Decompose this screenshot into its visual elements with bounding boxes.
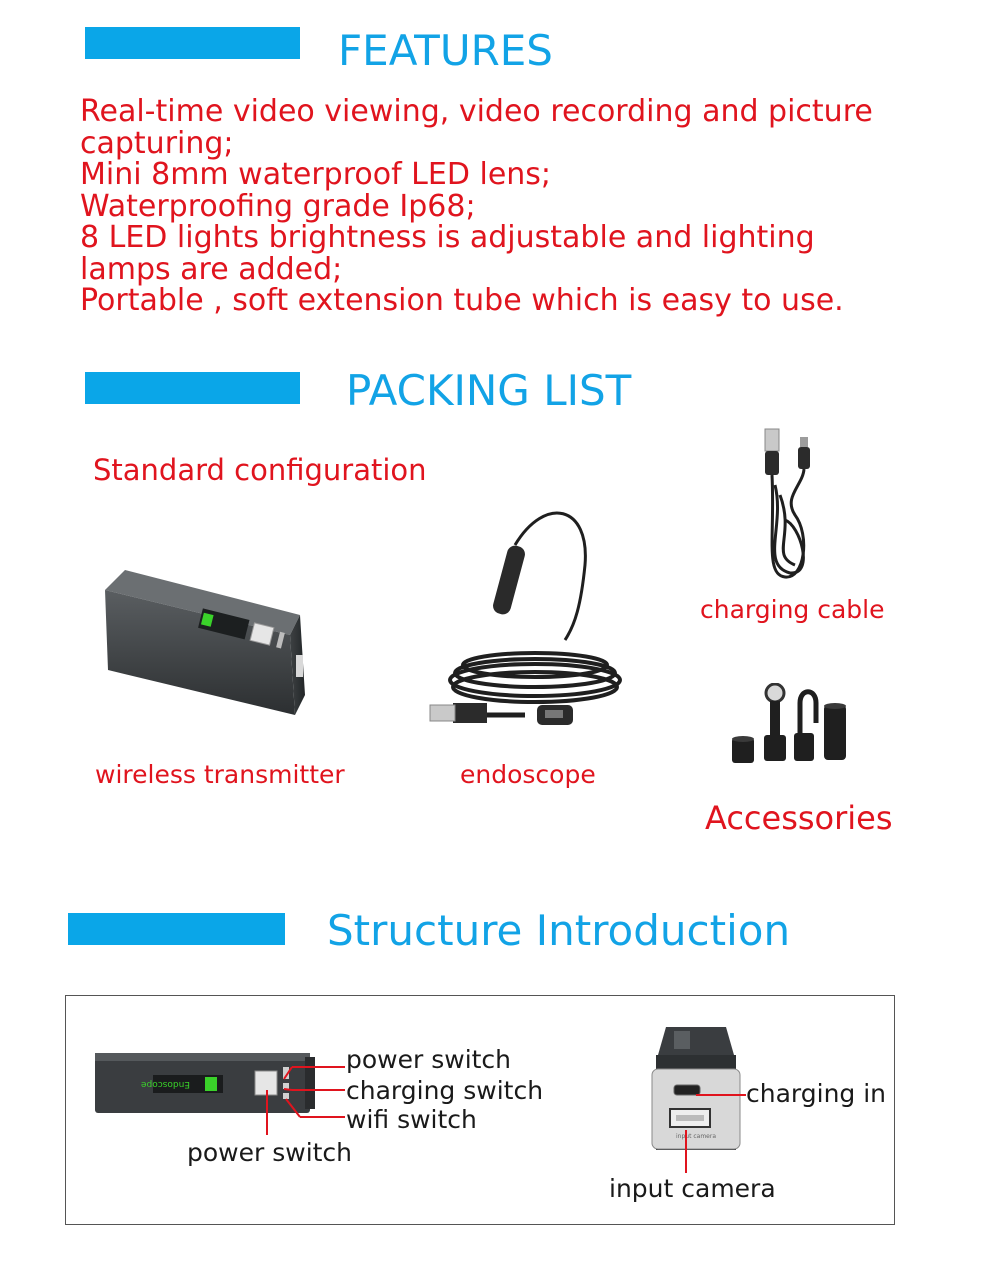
feature-item: 8 LED lights brightness is adjustable and lighting lamps are added; <box>80 220 815 287</box>
charging-switch-label: charging switch <box>346 1076 544 1105</box>
power-switch-label-bottom: power switch <box>187 1138 353 1167</box>
feature-item: Real-time video viewing, video recording and picture capturing; <box>80 94 873 161</box>
power-switch-label-top: power switch <box>346 1045 512 1074</box>
structure-accent-bar <box>68 913 285 945</box>
endoscope-label: endoscope <box>460 760 596 789</box>
feature-item: Mini 8mm waterproof LED lens; <box>80 157 552 192</box>
port-label-text: input camera <box>676 1133 716 1140</box>
features-list <box>80 96 980 317</box>
features-heading: FEATURES <box>338 26 553 75</box>
packing-accent-bar <box>85 372 300 404</box>
standard-configuration-label: Standard configuration <box>93 453 427 487</box>
features-accent-bar <box>85 27 300 59</box>
wireless-transmitter-label: wireless transmitter <box>95 760 345 789</box>
endoscope-image <box>425 505 625 735</box>
wireless-transmitter-image <box>100 560 315 720</box>
charging-cable-label: charging cable <box>700 595 885 624</box>
device-brand-text: Endoscope <box>140 1079 190 1089</box>
wifi-switch-label: wifi switch <box>346 1105 477 1134</box>
charging-cable-image <box>755 425 825 585</box>
feature-item: Waterproofing grade Ip68; <box>80 188 476 224</box>
accessories-label: Accessories <box>705 799 893 837</box>
charging-in-label: charging in <box>746 1079 887 1108</box>
feature-item: Portable , soft extension tube which is easy to use. <box>80 283 844 318</box>
input-camera-label: input camera <box>609 1174 776 1203</box>
packing-heading: PACKING LIST <box>346 366 632 415</box>
accessories-image <box>728 683 858 768</box>
structure-heading: Structure Introduction <box>327 906 791 955</box>
